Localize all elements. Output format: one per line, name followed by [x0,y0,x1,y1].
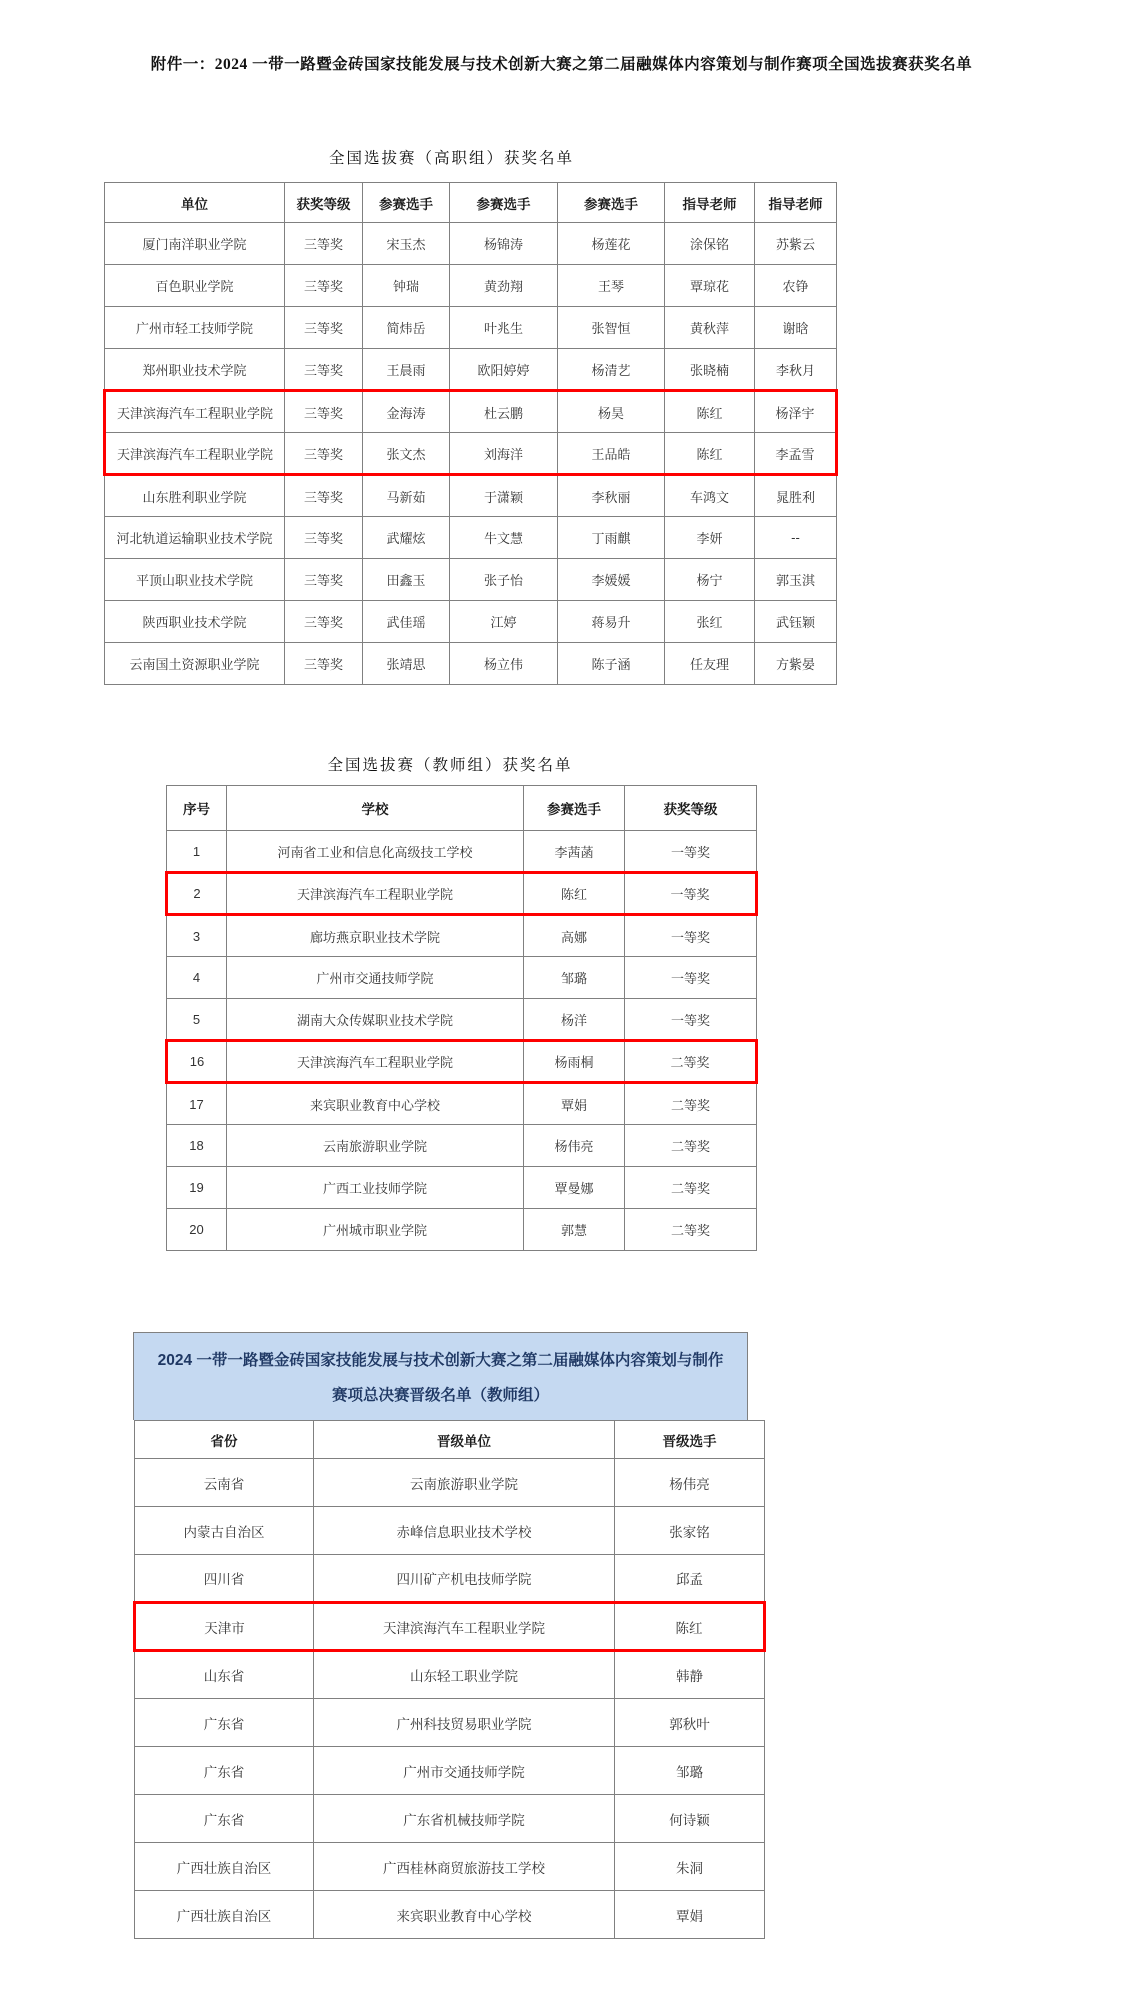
table-gaozhi-awards [103,182,838,685]
highlighted-table-row [105,433,837,475]
table-cell: 赤峰信息职业技术学校 [314,1507,615,1555]
table-cell: 山东胜利职业学院 [105,475,285,517]
table-row [135,1843,765,1891]
table-row [105,475,837,517]
table-cell: 杜云鹏 [450,391,558,433]
table-cell: 张靖思 [363,643,450,685]
table-cell: 来宾职业教育中心学校 [314,1891,615,1939]
table-cell: 三等奖 [285,559,363,601]
table-cell: 张子怡 [450,559,558,601]
table-row [135,1651,765,1699]
table-cell: 广东省机械技师学院 [314,1795,615,1843]
table-cell: 天津滨海汽车工程职业学院 [227,873,524,915]
highlighted-table-row [105,391,837,433]
table-cell: 覃曼娜 [524,1167,625,1209]
table-cell: 云南国土资源职业学院 [105,643,285,685]
table-cell: 马新茹 [363,475,450,517]
table-cell: 三等奖 [285,517,363,559]
table-cell: 杨雨桐 [524,1041,625,1083]
table-cell: 三等奖 [285,475,363,517]
table-cell: 天津市 [135,1603,314,1651]
table-row [105,517,837,559]
table-cell: 黄秋萍 [665,307,755,349]
table-row [167,915,757,957]
table-cell: 山东轻工职业学院 [314,1651,615,1699]
table-cell: 何诗颖 [615,1795,765,1843]
table-cell: 3 [167,915,227,957]
table-cell: 天津滨海汽车工程职业学院 [105,433,285,475]
table-cell: 4 [167,957,227,999]
column-header: 晋级选手 [615,1421,765,1459]
table-cell: 金海涛 [363,391,450,433]
table-cell: 一等奖 [625,873,757,915]
column-header: 序号 [167,786,227,831]
column-header: 获奖等级 [625,786,757,831]
table-cell: 杨伟亮 [615,1459,765,1507]
table-cell: 广东省 [135,1699,314,1747]
table-cell: 20 [167,1209,227,1251]
table-cell: 广州科技贸易职业学院 [314,1699,615,1747]
table-cell: 杨宁 [665,559,755,601]
table-cell: 一等奖 [625,957,757,999]
table-cell: 三等奖 [285,349,363,391]
table-cell: 杨立伟 [450,643,558,685]
table-row [135,1459,765,1507]
table-cell: 陕西职业技术学院 [105,601,285,643]
table-cell: 武耀炫 [363,517,450,559]
column-header: 单位 [105,183,285,223]
highlighted-table-row [167,1041,757,1083]
table-cell: 18 [167,1125,227,1167]
table-cell: 谢晗 [755,307,837,349]
gaozhi-awards-title: 全国选拔赛（高职组）获奖名单 [328,150,574,167]
table-cell: 武钰颖 [755,601,837,643]
highlighted-table-row [167,873,757,915]
table-cell: 方紫晏 [755,643,837,685]
table-cell: 农铮 [755,265,837,307]
table-cell: 杨洋 [524,999,625,1041]
table-cell: 云南省 [135,1459,314,1507]
column-header: 参赛选手 [558,183,665,223]
table-cell: 郑州职业技术学院 [105,349,285,391]
table-cell: 田鑫玉 [363,559,450,601]
table-finals-promotion [133,1420,766,1939]
table-cell: 三等奖 [285,433,363,475]
table-cell: 张红 [665,601,755,643]
table-cell: 任友理 [665,643,755,685]
table-cell: 江婷 [450,601,558,643]
table-row [105,307,837,349]
column-header: 获奖等级 [285,183,363,223]
table-cell: 二等奖 [625,1167,757,1209]
table-cell: 陈子涵 [558,643,665,685]
table-cell: 李秋丽 [558,475,665,517]
table-cell: 廊坊燕京职业技术学院 [227,915,524,957]
table-cell: 5 [167,999,227,1041]
table-cell: 于潇颖 [450,475,558,517]
table-row [135,1795,765,1843]
table-cell: 广东省 [135,1795,314,1843]
table-cell: 广西壮族自治区 [135,1843,314,1891]
table-row [105,559,837,601]
table-cell: 邱孟 [615,1555,765,1603]
table-cell: 三等奖 [285,643,363,685]
table-cell: 百色职业学院 [105,265,285,307]
table-cell: 2 [167,873,227,915]
table-cell: 欧阳婷婷 [450,349,558,391]
table-header-row [167,786,757,831]
table-cell: 广西工业技师学院 [227,1167,524,1209]
table-cell: 广东省 [135,1747,314,1795]
table-row [135,1507,765,1555]
table-cell: 三等奖 [285,601,363,643]
table-cell: 蒋易升 [558,601,665,643]
table-cell: 张家铭 [615,1507,765,1555]
table-cell: 陈红 [524,873,625,915]
table-cell: 武佳瑶 [363,601,450,643]
table-cell: 陈红 [665,433,755,475]
table-cell: 涂保铭 [665,223,755,265]
column-header: 学校 [227,786,524,831]
table-cell: 杨昊 [558,391,665,433]
table-row [135,1555,765,1603]
page-title: 附件一：2024 一带一路暨金砖国家技能发展与技术创新大赛之第二届融媒体内容策划与制作赛项全国选拔赛获奖名单 [150,56,973,73]
table-cell: 李孟雪 [755,433,837,475]
table-cell: 广州市交通技师学院 [227,957,524,999]
table-cell: 杨锦涛 [450,223,558,265]
table-cell: 晁胜利 [755,475,837,517]
table-header-row [105,183,837,223]
table-cell: 张文杰 [363,433,450,475]
table-cell: 朱洞 [615,1843,765,1891]
table-cell: 张晓楠 [665,349,755,391]
table-cell: 李茜菡 [524,831,625,873]
table-row [135,1891,765,1939]
table-cell: 刘海洋 [450,433,558,475]
finals-table-header [133,1332,748,1420]
table-row [167,999,757,1041]
table-row [167,831,757,873]
column-header: 参赛选手 [363,183,450,223]
table-cell: 云南旅游职业学院 [227,1125,524,1167]
table-cell: 杨清艺 [558,349,665,391]
table-cell: 来宾职业教育中心学校 [227,1083,524,1125]
table-cell: 一等奖 [625,915,757,957]
column-header: 指导老师 [665,183,755,223]
table-cell: 陈红 [665,391,755,433]
table-cell: 天津滨海汽车工程职业学院 [105,391,285,433]
table-cell: 三等奖 [285,391,363,433]
column-header: 参赛选手 [450,183,558,223]
table-cell: 韩静 [615,1651,765,1699]
table-cell: 天津滨海汽车工程职业学院 [314,1603,615,1651]
table-cell: 广州城市职业学院 [227,1209,524,1251]
table-cell: 广西壮族自治区 [135,1891,314,1939]
table-row [167,1125,757,1167]
table-cell: 覃娟 [615,1891,765,1939]
table-cell: 黄劲翔 [450,265,558,307]
table-cell: 陈红 [615,1603,765,1651]
table-cell: 郭慧 [524,1209,625,1251]
table-row [105,223,837,265]
table-cell: 覃娟 [524,1083,625,1125]
table-cell: 山东省 [135,1651,314,1699]
column-header: 晋级单位 [314,1421,615,1459]
table-teacher-awards [165,785,758,1251]
table-cell: 李秋月 [755,349,837,391]
table-cell: 杨莲花 [558,223,665,265]
table-cell: 16 [167,1041,227,1083]
table-cell: 广州市轻工技师学院 [105,307,285,349]
table-cell: 四川矿产机电技师学院 [314,1555,615,1603]
table-cell: 牛文慧 [450,517,558,559]
table-cell: 厦门南洋职业学院 [105,223,285,265]
table-cell: 郭玉淇 [755,559,837,601]
table-cell: -- [755,517,837,559]
table-cell: 郭秋叶 [615,1699,765,1747]
table-row [105,349,837,391]
table-row [167,1209,757,1251]
table-cell: 李媛媛 [558,559,665,601]
table-cell: 一等奖 [625,999,757,1041]
column-header: 参赛选手 [524,786,625,831]
table-cell: 二等奖 [625,1209,757,1251]
table-cell: 1 [167,831,227,873]
table-cell: 二等奖 [625,1125,757,1167]
table-cell: 王琴 [558,265,665,307]
table-cell: 二等奖 [625,1041,757,1083]
table-cell: 苏紫云 [755,223,837,265]
table-cell: 李妍 [665,517,755,559]
table-cell: 张智恒 [558,307,665,349]
finals-title-line1: 2024 一带一路暨金砖国家技能发展与技术创新大赛之第二届融媒体内容策划与制作 [157,1352,724,1369]
table-cell: 三等奖 [285,265,363,307]
table-cell: 简炜岳 [363,307,450,349]
table-cell: 叶兆生 [450,307,558,349]
table-cell: 杨伟亮 [524,1125,625,1167]
table-cell: 天津滨海汽车工程职业学院 [227,1041,524,1083]
table-cell: 三等奖 [285,223,363,265]
column-header: 省份 [135,1421,314,1459]
table-cell: 王品皓 [558,433,665,475]
table-cell: 内蒙古自治区 [135,1507,314,1555]
table-cell: 19 [167,1167,227,1209]
column-header: 指导老师 [755,183,837,223]
table-row [135,1699,765,1747]
table-cell: 四川省 [135,1555,314,1603]
table-cell: 覃琼花 [665,265,755,307]
table-row [105,601,837,643]
table-cell: 河南省工业和信息化高级技工学校 [227,831,524,873]
table-cell: 邹璐 [615,1747,765,1795]
table-cell: 丁雨麒 [558,517,665,559]
table-cell: 钟瑞 [363,265,450,307]
table-row [167,957,757,999]
table-header-row [135,1421,765,1459]
teacher-awards-title: 全国选拔赛（教师组）获奖名单 [327,757,573,774]
table-cell: 王晨雨 [363,349,450,391]
table-cell: 杨泽宇 [755,391,837,433]
table-cell: 二等奖 [625,1083,757,1125]
finals-title-line2: 赛项总决赛晋级名单（教师组） [331,1387,549,1404]
table-cell: 高娜 [524,915,625,957]
table-cell: 湖南大众传媒职业技术学院 [227,999,524,1041]
table-row [167,1083,757,1125]
table-cell: 河北轨道运输职业技术学院 [105,517,285,559]
table-cell: 宋玉杰 [363,223,450,265]
table-cell: 三等奖 [285,307,363,349]
table-cell: 邹璐 [524,957,625,999]
table-cell: 一等奖 [625,831,757,873]
table-row [105,643,837,685]
table-row [135,1747,765,1795]
table-row [105,265,837,307]
table-row [167,1167,757,1209]
table-cell: 云南旅游职业学院 [314,1459,615,1507]
table-cell: 车鸿文 [665,475,755,517]
highlighted-table-row [135,1603,765,1651]
table-cell: 广州市交通技师学院 [314,1747,615,1795]
table-cell: 广西桂林商贸旅游技工学校 [314,1843,615,1891]
table-cell: 17 [167,1083,227,1125]
table-cell: 平顶山职业技术学院 [105,559,285,601]
